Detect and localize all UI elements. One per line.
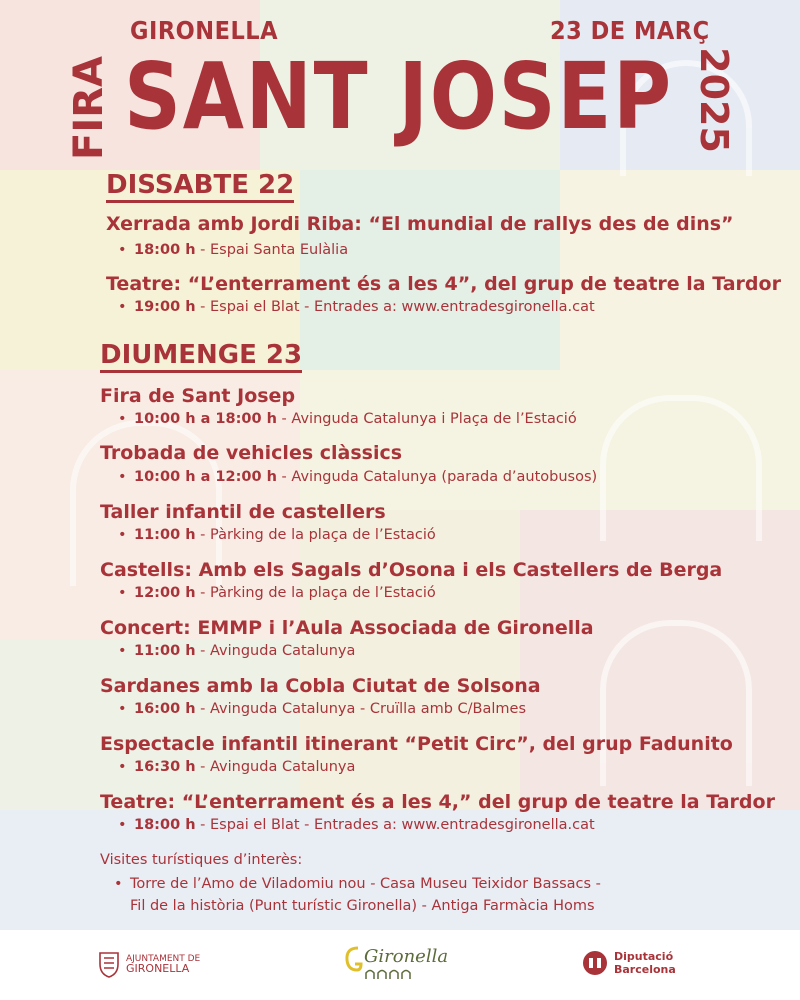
diputacio-city: Barcelona [614,963,676,976]
ajuntament-logo [98,950,200,978]
event-title: Trobada de vehicles clàssics [100,442,403,464]
event-title: Teatre: “L’enterrament és a les 4,” del grup de teatre la Tardor [100,791,775,813]
decorative-arch [600,395,762,541]
fira-vertical-label: FIRA [66,56,112,160]
page-title: SANT JOSEP [124,43,673,150]
gironella-logo [344,944,448,980]
arches-icon [364,967,418,979]
event-detail: • 18:00 h - Espai el Blat - Entrades a: www.entradesgironella.cat [118,817,595,833]
event-detail: • 11:00 h - Pàrking de la plaça de l’Estació [118,527,436,543]
decorative-arch [600,620,752,786]
diputacio-label: Diputació [614,950,674,963]
event-detail: • 18:00 h - Espai Santa Eulàlia [118,242,349,258]
event-detail: • 19:00 h - Espai el Blat - Entrades a: www.entradesgironella.cat [118,299,595,315]
bg-block [300,170,560,370]
event-detail: • 12:00 h - Pàrking de la plaça de l’Estació [118,585,436,601]
event-title: Taller infantil de castellers [100,501,386,523]
event-detail: • 10:00 h a 12:00 h - Avinguda Catalunya (parada d’autobusos) [118,469,598,485]
event-title: Concert: EMMP i l’Aula Associada de Gironella [100,617,594,639]
ajuntament-label: AJUNTAMENT DE [126,954,201,964]
event-detail: • 16:00 h - Avinguda Catalunya - Cruïlla amb C/Balmes [118,701,527,717]
diputacio-emblem-icon [582,950,608,976]
town-name: GIRONELLA [130,16,279,45]
ajuntament-town: GIRONELLA [126,962,190,975]
gironella-logo-text: Gironella [364,945,449,967]
event-title: Espectacle infantil itinerant “Petit Circ”, del grup Fadunito [100,733,733,755]
event-date: 23 DE MARÇ [550,16,710,45]
event-detail: • 16:30 h - Avinguda Catalunya [118,759,356,775]
day-heading-dissabte: DISSABTE 22 [106,170,294,203]
event-title: Teatre: “L’enterrament és a les 4”, del grup de teatre la Tardor [106,273,781,295]
coat-of-arms-icon [98,950,120,978]
event-title: Castells: Amb els Sagals d’Osona i els Castellers de Berga [100,559,723,581]
visits-title: Visites turístiques d’interès: [100,852,303,868]
event-detail: • 10:00 h a 18:00 h - Avinguda Catalunya i Plaça de l’Estació [118,411,577,427]
visits-line: Fil de la història (Punt turístic Gironella) - Antiga Farmàcia Homs [130,898,595,914]
event-title: Sardanes amb la Cobla Ciutat de Solsona [100,675,541,697]
year-vertical-label: 2025 [692,47,736,153]
event-title: Fira de Sant Josep [100,385,296,407]
gironella-swirl-icon [344,944,364,980]
diputacio-logo [582,950,676,976]
visits-line: • Torre de l’Amo de Viladomiu nou - Casa Museu Teixidor Bassacs - [114,876,601,892]
event-detail: • 11:00 h - Avinguda Catalunya [118,643,356,659]
day-heading-diumenge: DIUMENGE 23 [100,340,302,373]
event-title: Xerrada amb Jordi Riba: “El mundial de rallys des de dins” [106,213,734,235]
bg-block [560,170,800,370]
bg-block [0,640,300,810]
